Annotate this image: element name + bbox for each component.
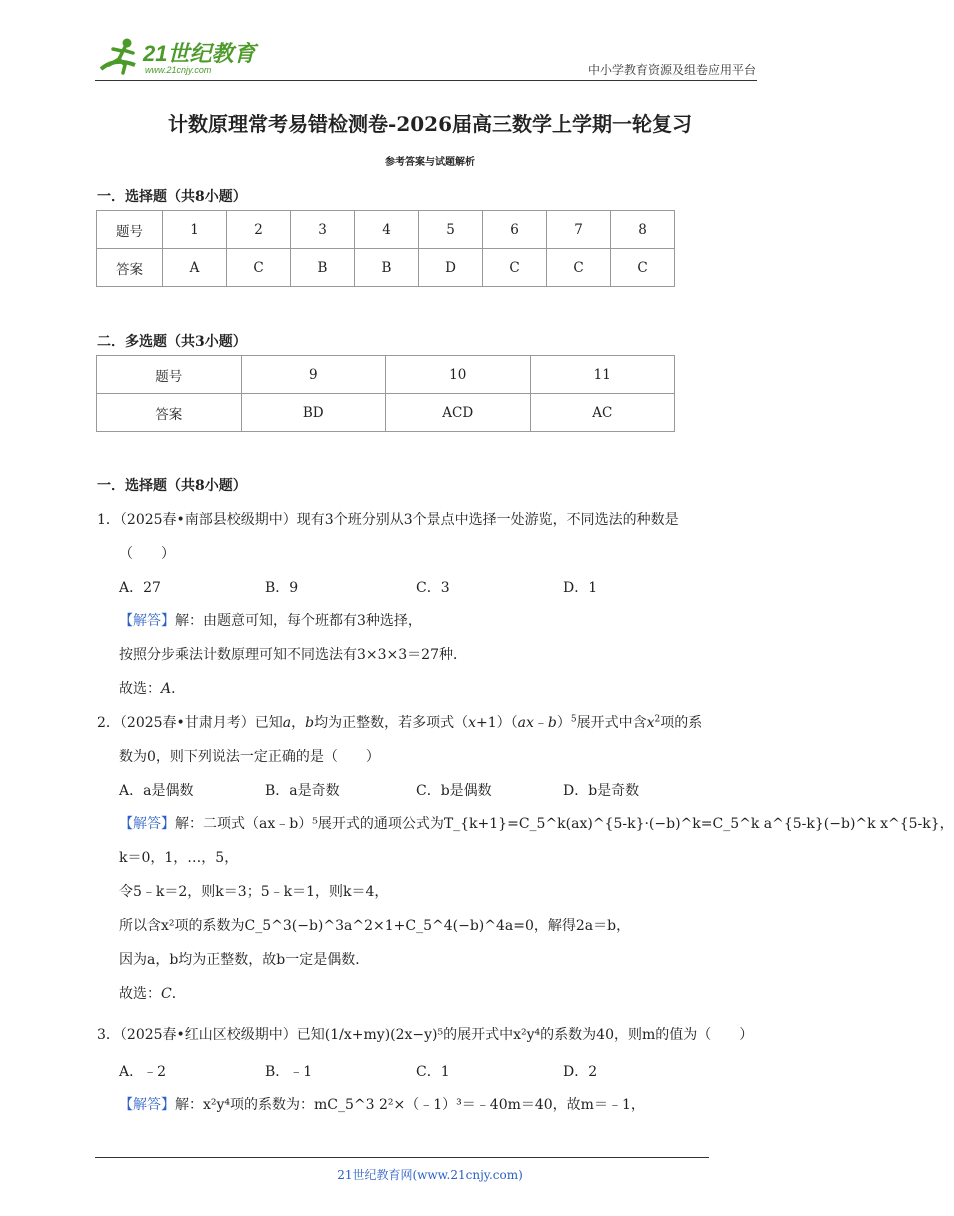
table-cell: 1	[163, 211, 227, 249]
q1-option-a: A．27	[119, 580, 161, 596]
table-cell: 6	[483, 211, 547, 249]
brand-logo	[95, 35, 265, 77]
table-cell: 2	[227, 211, 291, 249]
answer-table-multi-choice	[96, 355, 675, 432]
q2-solution-line-5: 因为a，b均为正整数，故b一定是偶数．	[119, 952, 370, 968]
q1-solution-line-2: 按照分步乘法计数原理可知不同选法有3×3×3＝27种．	[119, 647, 467, 663]
row-label-answer: 答案	[97, 394, 242, 432]
q3-option-c: C．1	[416, 1064, 450, 1080]
table-cell: B	[355, 249, 419, 287]
row-label-number: 题号	[97, 356, 242, 394]
q2-stem: 2．（2025春•甘肃月考）已知a，b均为正整数，若多项式（x+1）（ax﹣b）$^5$展开式中含$x^2$项的系	[97, 714, 703, 731]
table-cell: D	[419, 249, 483, 287]
q2-solution-line-2: k＝0，1，…，5，	[119, 850, 239, 866]
table-cell: A	[163, 249, 227, 287]
table-cell: C	[547, 249, 611, 287]
q2-option-c: C．b是偶数	[416, 783, 492, 799]
q2-solution-line-4: 所以含x²项的系数为C_5^3(−b)^3a^2×1+C_5^4(−b)^4a=0，解得2a＝b，	[119, 918, 631, 934]
q1-stem-blank: （ ）	[119, 546, 175, 562]
q2-solution-line-6: 故选：C．	[119, 986, 186, 1002]
table-cell: C	[227, 249, 291, 287]
q3-solution-line-1: 【解答】解：x²y⁴项的系数为：mC_5^3 2²×（﹣1）³＝﹣40m＝40，故m＝﹣1，	[119, 1097, 645, 1113]
answer-tag: 【解答】	[119, 613, 175, 629]
table-row	[97, 211, 675, 249]
footer-divider	[95, 1157, 709, 1158]
q2-stem-line-2: 数为0，则下列说法一定正确的是（ ）	[119, 749, 380, 765]
answer-table-single-choice	[96, 210, 675, 287]
q1-solution-line-3: 故选：A．	[119, 681, 186, 697]
table-row	[97, 356, 675, 394]
q3-option-a: A．﹣2	[119, 1064, 167, 1080]
q2-solution-line-3: 令5﹣k＝2，则k＝3；5﹣k＝1，则k＝4，	[119, 884, 389, 900]
table-cell: BD	[241, 394, 386, 432]
q1-option-d: D．1	[563, 580, 598, 596]
footer-link[interactable]: 21世纪教育网(www.21cnjy.com)	[337, 1168, 523, 1182]
table-cell: ACD	[386, 394, 531, 432]
table-cell: C	[483, 249, 547, 287]
table-cell: 11	[530, 356, 675, 394]
answer-tag: 【解答】	[119, 816, 175, 832]
table-cell: 9	[241, 356, 386, 394]
page-title: 计数原理常考易错检测卷-2026届高三数学上学期一轮复习	[168, 112, 692, 136]
row-label-number: 题号	[97, 211, 163, 249]
runner-logo-icon	[95, 35, 265, 77]
q1-solution-line-1: 【解答】解：由题意可知，每个班都有3种选择，	[119, 613, 422, 629]
page-subtitle: 参考答案与试题解析	[385, 157, 475, 168]
header-divider	[95, 80, 757, 81]
q2-option-b: B．a是奇数	[265, 783, 340, 799]
table-cell: AC	[530, 394, 675, 432]
q1-stem: 1．（2025春•南部县校级期中）现有3个班分别从3个景点中选择一处游览，不同选法的种数是	[97, 512, 679, 528]
section-heading: 一．选择题（共8小题）	[97, 478, 247, 494]
table-cell: C	[611, 249, 675, 287]
q2-option-a: A．a是偶数	[119, 783, 194, 799]
q3-option-b: B．﹣1	[265, 1064, 313, 1080]
table-row	[97, 394, 675, 432]
q3-stem: 3．（2025春•红山区校级期中）已知(1/x+my)(2x−y)⁵的展开式中x²y⁴的系数为40，则m的值为（ ）	[97, 1027, 754, 1043]
answer-tag: 【解答】	[119, 1097, 175, 1113]
table-cell: 4	[355, 211, 419, 249]
table-cell: 8	[611, 211, 675, 249]
table-cell: B	[291, 249, 355, 287]
table-cell: 10	[386, 356, 531, 394]
table-row	[97, 249, 675, 287]
table2-heading: 二．多选题（共3小题）	[97, 334, 247, 350]
q2-option-d: D．b是奇数	[563, 783, 640, 799]
row-label-answer: 答案	[97, 249, 163, 287]
table-cell: 5	[419, 211, 483, 249]
q2-solution-line-1: 【解答】解：二项式（ax﹣b）⁵展开式的通项公式为T_{k+1}=C_5^k(ax)^{5-k}·(−b)^k=C_5^k a^{5-k}(−b)^k x^{5-k}，	[119, 816, 954, 832]
platform-name: 中小学教育资源及组卷应用平台	[587, 63, 756, 77]
q1-option-c: C．3	[416, 580, 450, 596]
table-cell: 3	[291, 211, 355, 249]
svg-text:www.21cnjy.com: www.21cnjy.com	[145, 65, 212, 75]
table1-heading: 一．选择题（共8小题）	[97, 189, 247, 205]
svg-text:21世纪教育: 21世纪教育	[143, 41, 256, 66]
q1-option-b: B．9	[265, 580, 299, 596]
q3-option-d: D．2	[563, 1064, 598, 1080]
table-cell: 7	[547, 211, 611, 249]
